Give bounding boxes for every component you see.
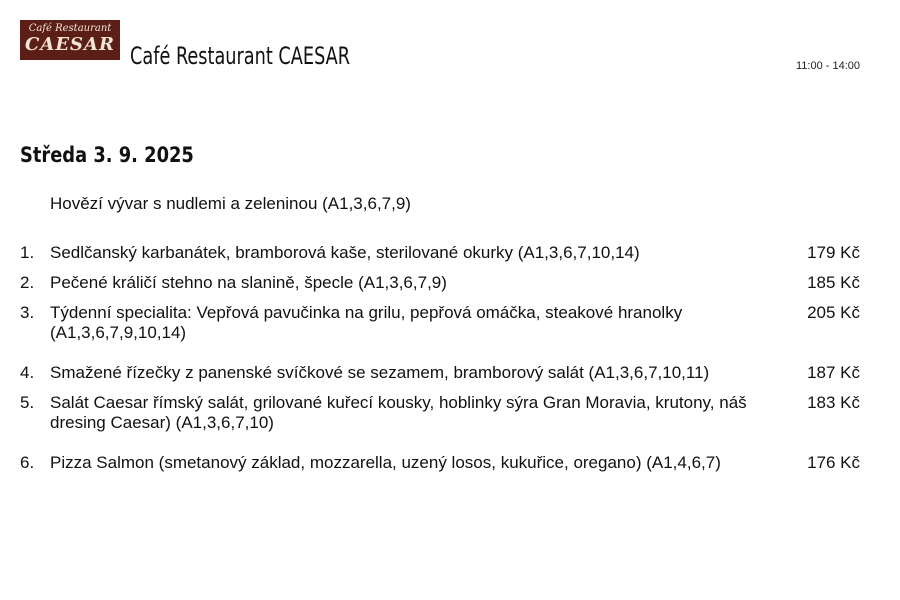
menu-item xyxy=(0,453,900,473)
item-name: Týdenní specialita: Vepřová pavučinka na grilu, pepřová omáčka, steakové hranolky (A1,3,6,7,9,10,14) xyxy=(50,303,683,342)
item-name: Pečené králičí stehno na slanině, špecle (A1,3,6,7,9) xyxy=(50,273,447,292)
menu-item xyxy=(0,273,900,293)
item-name: Smažené řízečky z panenské svíčkové se sezamem, bramborový salát (A1,3,6,7,10,11) xyxy=(50,363,710,382)
item-number: 6. xyxy=(20,453,35,472)
item-number: 4. xyxy=(20,363,35,382)
item-name: Sedlčanský karbanátek, bramborová kaše, sterilované okurky (A1,3,6,7,10,14) xyxy=(50,243,640,262)
menu-item xyxy=(0,243,900,263)
item-price: 176 Kč xyxy=(807,453,860,472)
opening-hours: 11:00 - 14:00 xyxy=(795,60,860,72)
item-price: 183 Kč xyxy=(807,393,860,412)
item-number: 2. xyxy=(20,273,35,292)
item-number: 1. xyxy=(20,243,35,262)
item-name: Pizza Salmon (smetanový základ, mozzarella, uzený losos, kukuřice, oregano) (A1,4,6,7) xyxy=(50,453,721,472)
soup-of-the-day: Hovězí vývar s nudlemi a zeleninou (A1,3,6,7,9) xyxy=(50,194,411,213)
item-price: 179 Kč xyxy=(807,243,860,262)
menu-item xyxy=(0,363,900,383)
item-price: 205 Kč xyxy=(807,303,860,322)
item-price: 187 Kč xyxy=(807,363,860,382)
menu-item xyxy=(0,303,900,343)
item-number: 5. xyxy=(20,393,35,412)
menu-item xyxy=(0,393,900,433)
menu-list xyxy=(0,243,900,483)
page-title: Café Restaurant CAESAR xyxy=(130,42,351,70)
item-price: 185 Kč xyxy=(807,273,860,292)
item-number: 3. xyxy=(20,303,35,322)
logo-top-text: Café Restaurant xyxy=(28,23,112,34)
restaurant-logo xyxy=(20,20,120,60)
item-name: Salát Caesar římský salát, grilované kuřecí kousky, hoblinky sýra Gran Moravia, krutony, náš dresing Caesar) (A1,3,6,7,10) xyxy=(50,393,747,432)
menu-date: Středa 3. 9. 2025 xyxy=(20,143,194,167)
logo-main-text: CAESAR xyxy=(25,34,115,55)
